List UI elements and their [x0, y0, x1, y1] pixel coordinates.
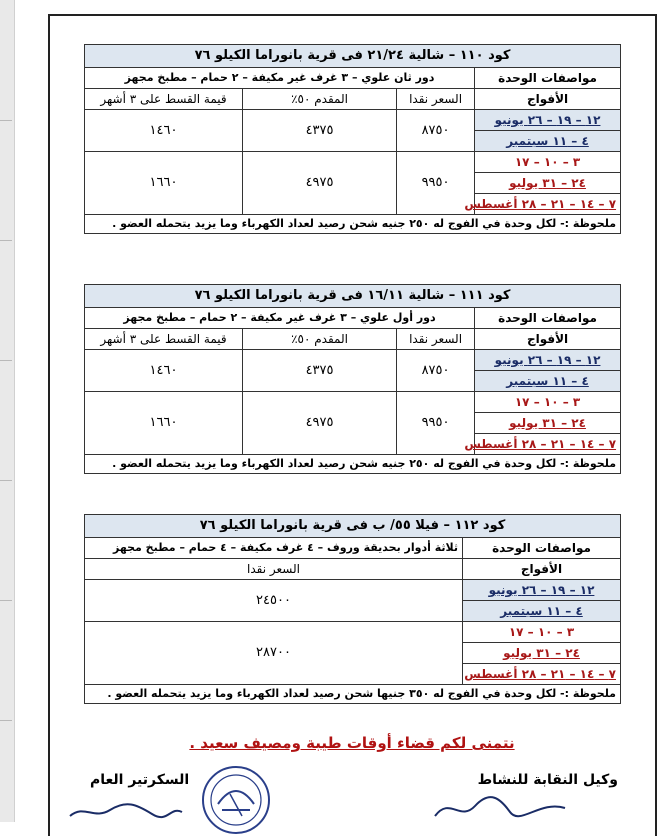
unit-note: ملحوظة :- لكل وحدة في الفوج له ٢٥٠ جنيه شحن رصيد لعداد الكهرباء وما يزيد يتحمله العضو . [85, 215, 621, 234]
col-install: قيمة القسط على ٣ أشهر [85, 329, 243, 350]
period-june: ١٢ – ١٩ – ٢٦ يونيو [475, 110, 621, 131]
handwritten-signature-right [430, 794, 570, 822]
batches-label: الأفواج [463, 559, 621, 580]
period-june: ١٢ – ١٩ – ٢٦ يونيو [475, 350, 621, 371]
unit-table-111 [84, 284, 621, 474]
period-august: ٧ – ١٤ – ٢١ – ٢٨ أغسطس [463, 664, 621, 685]
col-cash: السعر نقدا [397, 329, 475, 350]
unit-title: كود ١١٢ – فيلا ٥٥/ ب فى قرية بانوراما الكيلو ٧٦ [85, 515, 621, 538]
unit-title: كود ١١٠ – شالية ٢١/٢٤ فى قرية بانوراما الكيلو ٧٦ [85, 45, 621, 68]
group1-install: ١٤٦٠ [85, 350, 243, 392]
col-cash: السعر نقدا [397, 89, 475, 110]
period-august: ٧ – ١٤ – ٢١ – ٢٨ أغسطس [475, 434, 621, 455]
batches-label: الأفواج [475, 329, 621, 350]
period-june: ١٢ – ١٩ – ٢٦ يونيو [463, 580, 621, 601]
period-july-b: ٢٤ – ٣١ يوليو [475, 173, 621, 194]
group1-cash: ٨٧٥٠ [397, 110, 475, 152]
col-down: المقدم ٥٠٪ [243, 89, 397, 110]
period-july-b: ٢٤ – ٣١ يوليو [463, 643, 621, 664]
period-september: ٤ – ١١ سبتمبر [463, 601, 621, 622]
unit-table-110 [84, 44, 621, 234]
group2-cash: ٢٨٧٠٠ [85, 622, 463, 685]
group2-cash: ٩٩٥٠ [397, 392, 475, 455]
unit-table-112 [84, 514, 621, 704]
group1-down: ٤٣٧٥ [243, 350, 397, 392]
specs-label: مواصفات الوحدة [475, 68, 621, 89]
signature-title-secretary-general: السكرتير العام [90, 772, 190, 788]
closing-wish: نتمنى لكم قضاء أوقات طيبة ومصيف سعيد . [189, 734, 515, 752]
handwritten-signature-left [66, 800, 186, 822]
period-september: ٤ – ١١ سبتمبر [475, 131, 621, 152]
group2-install: ١٦٦٠ [85, 152, 243, 215]
col-install: قيمة القسط على ٣ أشهر [85, 89, 243, 110]
period-july-a: ٣ – ١٠ – ١٧ [463, 622, 621, 643]
col-cash: السعر نقدا [85, 559, 463, 580]
period-july-a: ٣ – ١٠ – ١٧ [475, 392, 621, 413]
period-august: ٧ – ١٤ – ٢١ – ٢٨ أغسطس [475, 194, 621, 215]
signature-title-activity-deputy: وكيل النقابة للنشاط [477, 772, 618, 788]
group2-down: ٤٩٧٥ [243, 392, 397, 455]
unit-title: كود ١١١ – شالية ١٦/١١ فى قرية بانوراما الكيلو ٧٦ [85, 285, 621, 308]
batches-label: الأفواج [475, 89, 621, 110]
specs-label: مواصفات الوحدة [475, 308, 621, 329]
period-july-a: ٣ – ١٠ – ١٧ [475, 152, 621, 173]
specs-label: مواصفات الوحدة [463, 538, 621, 559]
col-down: المقدم ٥٠٪ [243, 329, 397, 350]
unit-note: ملحوظة :- لكل وحدة في الفوج له ٢٥٠ جنيه شحن رصيد لعداد الكهرباء وما يزيد يتحمله العضو . [85, 455, 621, 474]
specs-value: دور أول علوي – ٣ غرف غير مكيفة – ٢ حمام – مطبخ مجهز [85, 308, 475, 329]
specs-value: دور ثان علوي – ٣ غرف غير مكيفة – ٢ حمام – مطبخ مجهز [85, 68, 475, 89]
specs-value: ثلاثة أدوار بحديقة وروف – ٤ غرف مكيفة – ٤ حمام – مطبخ مجهز [85, 538, 463, 559]
group1-install: ١٤٦٠ [85, 110, 243, 152]
period-july-b: ٢٤ – ٣١ يوليو [475, 413, 621, 434]
group2-install: ١٦٦٠ [85, 392, 243, 455]
group2-down: ٤٩٧٥ [243, 152, 397, 215]
period-september: ٤ – ١١ سبتمبر [475, 371, 621, 392]
group1-down: ٤٣٧٥ [243, 110, 397, 152]
unit-note: ملحوظة :- لكل وحدة في الفوج له ٣٥٠ جنيها شحن رصيد لعداد الكهرباء وما يزيد يتحمله العضو . [85, 685, 621, 704]
syndicate-seal-icon [200, 764, 272, 836]
scan-margin [0, 0, 15, 822]
group1-cash: ٢٤٥٠٠ [85, 580, 463, 622]
group2-cash: ٩٩٥٠ [397, 152, 475, 215]
group1-cash: ٨٧٥٠ [397, 350, 475, 392]
